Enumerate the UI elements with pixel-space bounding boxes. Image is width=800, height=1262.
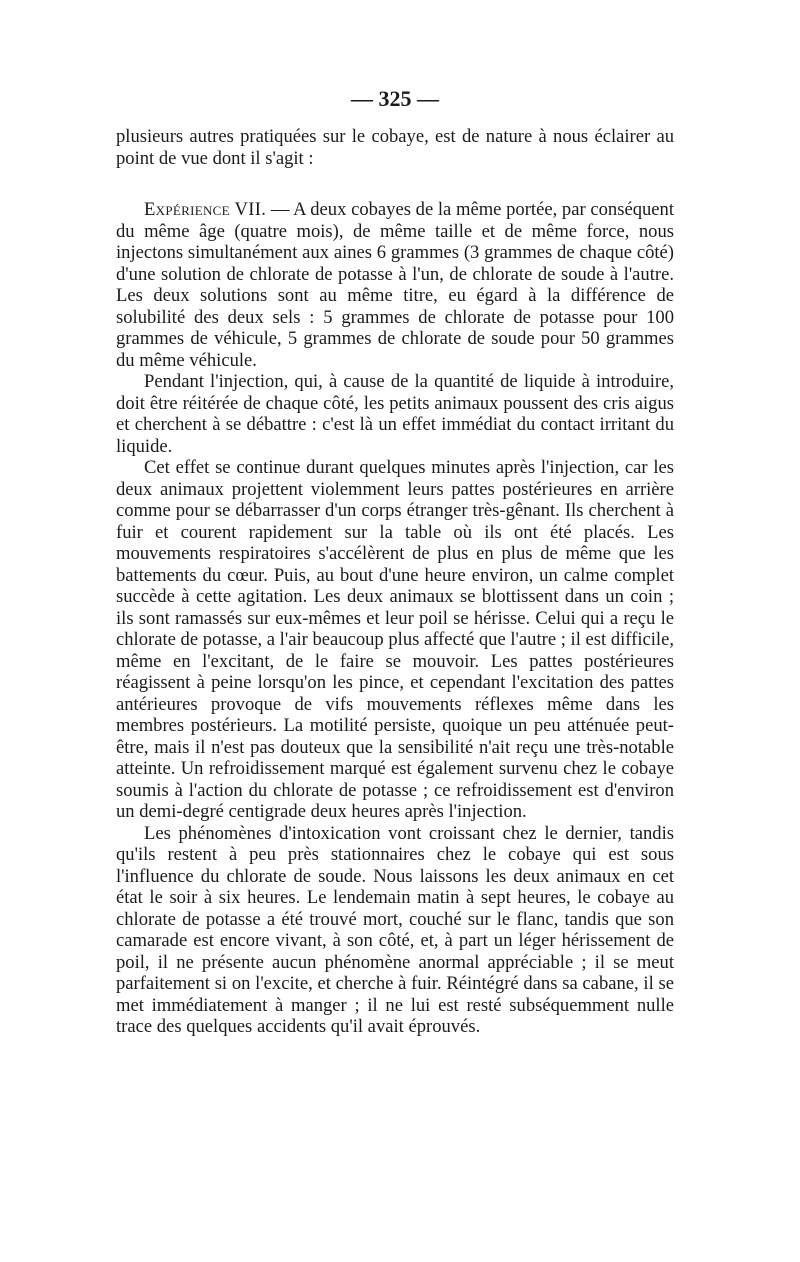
body-paragraph-2: Cet effet se continue durant quelques minutes après l'injection, car les deux animaux projettent violemment leurs pattes postérieures en arrière comme pour se débarrasser d'un corps étranger très-gênant. Ils cherchent à fuir et courent rapidement sur la table où ils ont été placés. Les mouvements respiratoires s'accélèrent de plus en plus de même que les battements du cœur. Puis, au bout d'une heure environ, un calme complet succède à cette agitation. Les deux animaux se blottissent dans un coin ; ils sont ramassés sur eux-mêmes et leur poil se hérisse. Celui qui a reçu le chlorate de potasse, a l'air beaucoup plus affecté que l'autre ; il est difficile, même en l'excitant, de le faire se mouvoir. Les pattes postérieures réagissent à peine lorsqu'on les pince, et cependant l'excitation des pattes antérieures provoque de vifs mouvements réflexes même dans les membres postérieurs. La motilité persiste, quoique un peu atténuée peut-être, mais il n'est pas douteux que la sensibilité n'ait reçu une très-notable atteinte. Un refroidissement marqué est également survenu chez le cobaye soumis à l'action du chlorate de potasse ; ce refroidissement est d'environ un demi-degré centigrade deux heures après l'injection. — [116, 457, 674, 822]
page-number: — 325 — — [351, 86, 439, 111]
book-page — [116, 84, 674, 1038]
lead-paragraph: plusieurs autres pratiquées sur le cobaye, est de nature à nous éclairer au point de vue dont il s'agit : — [116, 126, 674, 169]
body-paragraph-1: Pendant l'injection, qui, à cause de la quantité de liquide à introduire, doit être réitérée de chaque côté, les petits animaux poussent des cris aigus et cherchent à se débattre : c'est là un effet immédiat du contact irritant du liquide. — [116, 371, 674, 457]
experiment-heading: Expérience VII. — [144, 199, 267, 220]
experiment-intro: — A deux cobayes de la même portée, par conséquent du même âge (quatre mois), de même taille et de même force, nous injectons simultanément aux aines 6 grammes (3 grammes de chaque côté) d'une solution de chlorate de potasse à l'un, de chlorate de soude à l'autre. Les deux solutions sont au même titre, eu égard à la différence de solubilité des deux sels : 5 grammes de chlorate de potasse pour 100 grammes de véhicule, 5 grammes de chlorate de soude pour 50 grammes du même véhicule. — [116, 199, 675, 371]
body-paragraph-3: Les phénomènes d'intoxication vont croissant chez le dernier, tandis qu'ils restent à peu près stationnaires chez le cobaye qui est sous l'influence du chlorate de soude. Nous laissons les deux animaux en cet état le soir à six heures. Le lendemain matin à sept heures, le cobaye au chlorate de potasse a été trouvé mort, couché sur le flanc, tandis que son camarade est encore vivant, à son côté, et, à part un léger hérissement de poil, il ne présente aucun phénomène anormal appréciable ; il se meut parfaitement si on l'excite, et cherche à fuir. Réintégré dans sa cabane, il se met immédiatement à manger ; il ne lui est resté subséquemment nulle trace des quelques accidents qu'il avait éprouvés. — [116, 822, 674, 1037]
experiment-paragraph — [116, 199, 674, 371]
